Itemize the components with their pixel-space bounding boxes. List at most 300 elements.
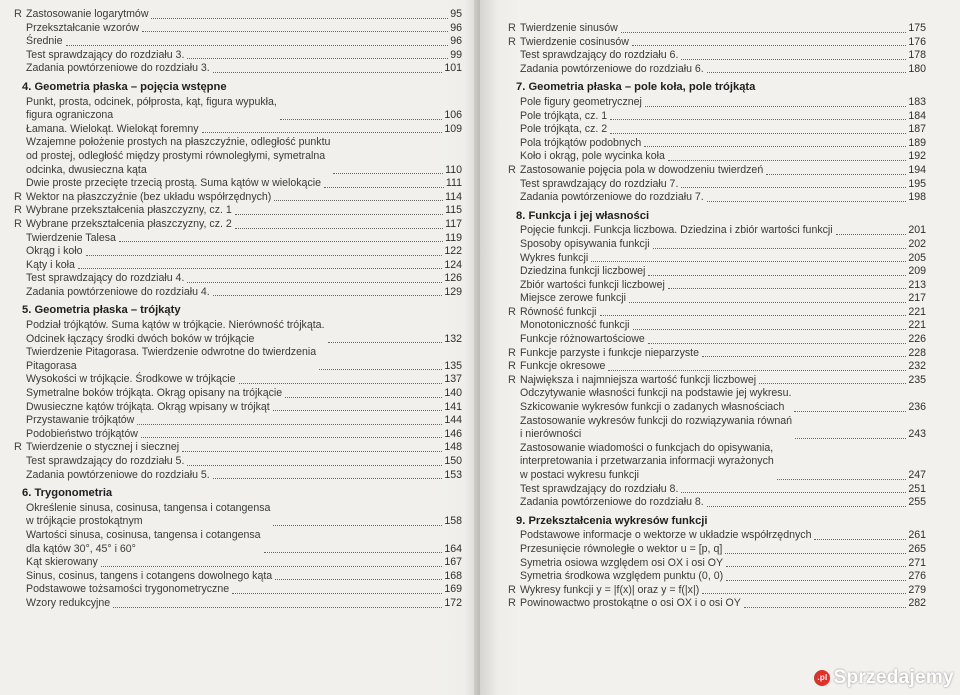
page-number: 101 <box>444 62 462 75</box>
toc-entry <box>508 63 926 77</box>
toc-entry <box>14 286 462 300</box>
toc-entry-title: Zadania powtórzeniowe do rozdziału 8. <box>520 496 704 509</box>
page-number: 221 <box>908 305 926 318</box>
dot-leader <box>707 506 907 507</box>
toc-entry-title: Wzory redukcyjne <box>26 596 111 609</box>
toc-entry-title: Przystawanie trójkątów <box>26 414 135 427</box>
toc-entry <box>508 178 926 192</box>
dot-leader <box>648 275 906 276</box>
toc-entry <box>508 557 926 571</box>
toc-entry <box>508 137 926 151</box>
toc-entry <box>508 584 926 598</box>
toc-entry-title: Przekształcanie wzorów <box>26 21 140 34</box>
toc-entry-title: Zadania powtórzeniowe do rozdziału 7. <box>520 191 704 204</box>
toc-entry <box>14 583 462 597</box>
page-number: 122 <box>444 245 462 258</box>
toc-entry <box>14 8 462 22</box>
toc-entry-title: Sinus, cosinus, tangens i cotangens dowolnego kąta <box>26 569 273 582</box>
page-number: 117 <box>445 217 462 230</box>
extended-level-marker: R <box>14 217 22 230</box>
toc-entry <box>508 347 926 361</box>
toc-entry <box>14 529 462 556</box>
toc-entry-title: Pola trójkątów podobnych <box>520 136 642 149</box>
dot-leader <box>795 438 906 439</box>
page-number: 226 <box>908 333 926 346</box>
page-number: 271 <box>908 556 926 569</box>
toc-entry <box>508 543 926 557</box>
toc-entry <box>14 245 462 259</box>
dot-leader <box>759 383 906 384</box>
toc-entry <box>508 597 926 611</box>
dot-leader <box>101 566 442 567</box>
page-number: 124 <box>444 258 462 271</box>
page-number: 184 <box>908 109 926 122</box>
toc-entry <box>508 319 926 333</box>
dot-leader <box>119 241 443 242</box>
toc-entry <box>14 556 462 570</box>
toc-entry <box>508 442 926 483</box>
toc-entry-title: Test sprawdzający do rozdziału 6. <box>520 49 679 62</box>
dot-leader <box>151 18 448 19</box>
page-number: 205 <box>908 251 926 264</box>
toc-entry <box>508 415 926 442</box>
toc-entry <box>14 232 462 246</box>
page-number: 132 <box>444 332 462 345</box>
toc-entry-title: Wysokości w trójkącie. Środkowe w trójkącie <box>26 373 236 386</box>
page-number: 164 <box>444 542 462 555</box>
toc-entry-title: Zadania powtórzeniowe do rozdziału 5. <box>26 468 210 481</box>
toc-entry-title: Koło i okrąg, pole wycinka koła <box>520 150 665 163</box>
toc-entry <box>14 597 462 611</box>
chapter-title: 5. Geometria płaska – trójkąty <box>22 304 181 317</box>
page-number: 126 <box>444 272 462 285</box>
page-number: 115 <box>445 204 462 217</box>
toc-entry-title: Przesunięcie równoległe o wektor u = [p, q] <box>520 542 723 555</box>
toc-entry-title: Podział trójkątów. Suma kątów w trójkącie. Nierówność trójkąta. Odcinek łączący środki dwóch boków w trójkącie <box>26 319 325 345</box>
page-number: 228 <box>908 346 926 359</box>
dot-leader <box>285 397 442 398</box>
toc-entry <box>508 36 926 50</box>
toc-entry-title: Zadania powtórzeniowe do rozdziału 3. <box>26 62 210 75</box>
toc-entry <box>14 62 462 76</box>
toc-entry <box>14 319 462 346</box>
toc-entry <box>508 360 926 374</box>
toc-entry-title: Pojęcie funkcji. Funkcja liczbowa. Dziedzina i zbiór wartości funkcji <box>520 224 833 237</box>
toc-entry-title: Średnie <box>26 35 63 48</box>
toc-entry-title: Okrąg i koło <box>26 245 83 258</box>
toc-entry <box>508 22 926 36</box>
toc-entry <box>508 529 926 543</box>
dot-leader <box>645 106 906 107</box>
dot-leader <box>726 566 906 567</box>
dot-leader <box>725 553 906 554</box>
page-number: 194 <box>908 163 926 176</box>
toc-entry <box>14 428 462 442</box>
dot-leader <box>182 451 442 452</box>
page-number: 148 <box>444 441 462 454</box>
toc-entry-title: Zastosowanie pojęcia pola w dowodzeniu twierdzeń <box>520 163 764 176</box>
toc-entry <box>14 441 462 455</box>
toc-entry <box>508 252 926 266</box>
toc-entry-title: Symetria osiowa względem osi OX i osi OY <box>520 556 724 569</box>
chapter-title: 9. Przekształcenia wykresów funkcji <box>516 514 708 527</box>
toc-entry <box>508 306 926 320</box>
page-number: 95 <box>450 8 462 20</box>
dot-leader <box>814 539 906 540</box>
dot-leader <box>777 479 907 480</box>
toc-entry <box>508 265 926 279</box>
toc-section <box>14 304 462 482</box>
toc-entry <box>508 279 926 293</box>
toc-entry-title: Równość funkcji <box>520 305 597 318</box>
dot-leader <box>187 58 448 59</box>
extended-level-marker: R <box>508 346 516 359</box>
toc-entry <box>508 238 926 252</box>
dot-leader <box>264 552 443 553</box>
dot-leader <box>275 579 442 580</box>
dot-leader <box>141 437 442 438</box>
page-number: 180 <box>908 62 926 75</box>
toc-entry-title: Określenie sinusa, cosinusa, tangensa i cotangensa w trójkącie prostokątnym <box>26 501 271 528</box>
toc-entry-title: Zadania powtórzeniowe do rozdziału 4. <box>26 285 210 298</box>
dot-leader <box>273 410 443 411</box>
toc-entry <box>14 22 462 36</box>
dot-leader <box>726 580 906 581</box>
toc-entry-title: Monotoniczność funkcji <box>520 319 630 332</box>
toc-entry-title: Kąty i koła <box>26 258 75 271</box>
page-number: 232 <box>908 360 926 373</box>
toc-entry <box>14 218 462 232</box>
dot-leader <box>608 370 906 371</box>
page-number: 276 <box>908 570 926 583</box>
toc-section <box>508 22 926 76</box>
toc-entry <box>14 177 462 191</box>
dot-leader <box>707 72 907 73</box>
toc-entry-title: Zastosowanie wykresów funkcji do rozwiązywania równań i nierówności <box>520 414 793 441</box>
dot-leader <box>235 214 443 215</box>
page-number: 187 <box>908 123 926 136</box>
toc-entry-title: Największa i najmniejsza wartość funkcji liczbowej <box>520 373 757 386</box>
toc-entry-title: Test sprawdzający do rozdziału 8. <box>520 482 679 495</box>
toc-entry <box>508 292 926 306</box>
dot-leader <box>621 32 907 33</box>
toc-section <box>508 210 926 510</box>
toc-entry-title: Wykres funkcji <box>520 251 589 264</box>
dot-leader <box>142 31 448 32</box>
toc-entry-title: Test sprawdzający do rozdziału 5. <box>26 455 185 467</box>
toc-entry-title: Podstawowe tożsamości trygonometryczne <box>26 583 230 596</box>
page-number: 178 <box>908 49 926 62</box>
toc-entry-title: Kąt skierowany <box>26 556 98 569</box>
page-number: 255 <box>908 496 926 509</box>
toc-entry <box>508 150 926 164</box>
dot-leader <box>668 160 906 161</box>
toc-entry-title: Symetralne boków trójkąta. Okrąg opisany na trójkącie <box>26 387 283 400</box>
page-number: 158 <box>444 515 462 528</box>
toc-entry <box>14 272 462 286</box>
page-number: 209 <box>908 265 926 278</box>
toc-section <box>508 515 926 611</box>
dot-leader <box>668 288 906 289</box>
dot-leader <box>610 119 906 120</box>
toc-section <box>14 81 462 300</box>
page-number: 109 <box>444 122 462 135</box>
page-number: 198 <box>908 191 926 204</box>
toc-entry-title: Pole trójkąta, cz. 2 <box>520 123 608 136</box>
dot-leader <box>707 201 907 202</box>
page-number: 202 <box>908 237 926 250</box>
page-number: 195 <box>908 177 926 190</box>
chapter-title: 6. Trygonometria <box>22 487 113 500</box>
toc-entry <box>508 570 926 584</box>
toc-entry-title: Funkcje okresowe <box>520 360 606 373</box>
page-number: 172 <box>444 596 462 609</box>
toc-entry-title: Test sprawdzający do rozdziału 3. <box>26 48 185 61</box>
toc-entry <box>508 110 926 124</box>
dot-leader <box>187 465 442 466</box>
dot-leader <box>319 369 442 370</box>
dot-leader <box>78 268 442 269</box>
extended-level-marker: R <box>14 8 22 20</box>
toc-entry-title: Podstawowe informacje o wektorze w układzie współrzędnych <box>520 529 812 542</box>
page-number: 140 <box>444 387 462 400</box>
extended-level-marker: R <box>508 35 516 48</box>
dot-leader <box>681 492 906 493</box>
extended-level-marker: R <box>14 190 22 203</box>
page-number: 110 <box>445 163 462 176</box>
toc-entry <box>14 35 462 49</box>
page-number: 129 <box>444 285 462 298</box>
dot-leader <box>232 593 442 594</box>
page-number: 251 <box>908 482 926 495</box>
toc-entry-title: Zastosowanie wiadomości o funkcjach do opisywania, interpretowania i przetwarzania informacji wyrażonych w postaci wykresu funkcji <box>520 441 774 481</box>
toc-entry-title: Pole trójkąta, cz. 1 <box>520 109 608 122</box>
toc-entry-title: Test sprawdzający do rozdziału 7. <box>520 177 679 190</box>
toc-section <box>14 487 462 610</box>
toc-entry <box>508 224 926 238</box>
dot-leader <box>273 525 442 526</box>
toc-entry <box>14 123 462 137</box>
page-number: 217 <box>908 292 926 305</box>
page-number: 247 <box>908 469 926 481</box>
page-number: 282 <box>908 597 926 610</box>
extended-level-marker: R <box>508 163 516 176</box>
extended-level-marker: R <box>14 204 22 217</box>
page-number: 135 <box>444 359 462 372</box>
toc-entry <box>508 123 926 137</box>
toc-entry <box>14 49 462 63</box>
toc-entry-title: Funkcje różnowartościowe <box>520 333 645 346</box>
dot-leader <box>213 478 443 479</box>
toc-entry-title: Łamana. Wielokąt. Wielokąt foremny <box>26 122 199 135</box>
page-number: 96 <box>450 35 462 48</box>
page-number: 137 <box>444 373 462 386</box>
chapter-title: 4. Geometria płaska – pojęcia wstępne <box>22 80 227 93</box>
dot-leader <box>235 228 443 229</box>
toc-entry <box>14 136 462 177</box>
toc-entry <box>508 496 926 510</box>
dot-leader <box>794 411 906 412</box>
dot-leader <box>629 302 906 303</box>
page-number: 111 <box>445 177 462 190</box>
toc-entry <box>14 414 462 428</box>
toc-entry-title: Twierdzenie cosinusów <box>520 35 629 48</box>
toc-entry <box>508 191 926 205</box>
extended-level-marker: R <box>508 373 516 386</box>
page-number: 169 <box>444 583 462 596</box>
extended-level-marker: R <box>508 583 516 596</box>
dot-leader <box>633 329 907 330</box>
toc-entry-title: Symetria środkowa względem punktu (0, 0) <box>520 570 724 583</box>
toc-entry-title: Punkt, prosta, odcinek, półprosta, kąt, figura wypukła, figura ograniczona <box>26 95 277 122</box>
toc-entry <box>14 346 462 373</box>
toc-entry <box>508 374 926 388</box>
toc-entry-title: Pole figury geometrycznej <box>520 95 642 108</box>
toc-section <box>508 81 926 204</box>
page-number: 168 <box>444 569 462 582</box>
toc-entry-title: Twierdzenie o stycznej i siecznej <box>26 441 180 454</box>
toc-entry-title: Twierdzenie Talesa <box>26 231 116 244</box>
toc-page-right <box>480 0 960 695</box>
dot-leader <box>137 424 442 425</box>
page-number: 201 <box>908 224 926 237</box>
toc-entry <box>14 96 462 123</box>
chapter-title: 7. Geometria płaska – pole koła, pole trójkąta <box>516 81 756 94</box>
toc-entry-title: Sposoby opisywania funkcji <box>520 237 650 250</box>
page-number: 183 <box>908 95 926 108</box>
dot-leader <box>113 607 442 608</box>
dot-leader <box>836 234 907 235</box>
dot-leader <box>202 132 443 133</box>
watermark-badge: .pl <box>814 670 830 686</box>
toc-entry-title: Wybrane przekształcenia płaszczyzny, cz. 1 <box>26 204 232 217</box>
dot-leader <box>280 119 442 120</box>
toc-entry-title: Twierdzenie Pitagorasa. Twierdzenie odwrotne do twierdzenia Pitagorasa <box>26 346 317 372</box>
page-number: 243 <box>908 428 926 441</box>
toc-entry-title: Zbiór wartości funkcji liczbowej <box>520 278 665 291</box>
page-number: 150 <box>444 455 462 467</box>
dot-leader <box>591 261 906 262</box>
toc-section <box>14 8 462 76</box>
dot-leader <box>766 174 906 175</box>
watermark-text: Sprzedajemy <box>833 667 954 688</box>
page-number: 146 <box>444 427 462 440</box>
toc-entry-title: Dwusieczne kątów trójkąta. Okrąg wpisany w trójkąt <box>26 400 270 413</box>
page-number: 167 <box>444 556 462 569</box>
toc-entry <box>508 333 926 347</box>
page-number: 235 <box>908 373 926 386</box>
toc-entry <box>14 469 462 483</box>
page-number: 265 <box>908 542 926 555</box>
toc-entry <box>14 502 462 529</box>
dot-leader <box>66 45 449 46</box>
toc-entry <box>508 164 926 178</box>
toc-entry-title: Twierdzenie sinusów <box>520 22 618 34</box>
dot-leader <box>681 187 906 188</box>
chapter-title: 8. Funkcja i jej własności <box>516 209 650 222</box>
toc-entry <box>14 204 462 218</box>
toc-entry <box>14 191 462 205</box>
dot-leader <box>648 343 906 344</box>
dot-leader <box>86 255 443 256</box>
toc-entry <box>14 259 462 273</box>
page-number: 99 <box>450 48 462 61</box>
extended-level-marker: R <box>14 441 22 454</box>
dot-leader <box>333 173 443 174</box>
dot-leader <box>632 45 906 46</box>
toc-entry-title: Test sprawdzający do rozdziału 4. <box>26 272 185 285</box>
toc-entry-title: Wzajemne położenie prostych na płaszczyźnie, odległość punktu od prostej, odległość między prostymi równoległymi, symetralna odcinka, dwusieczna kąta <box>26 136 331 176</box>
watermark-logo <box>814 667 954 689</box>
toc-entry <box>14 570 462 584</box>
dot-leader <box>213 295 443 296</box>
dot-leader <box>600 315 907 316</box>
page-number: 114 <box>445 190 462 203</box>
page-number: 106 <box>444 109 462 122</box>
page-number: 96 <box>450 21 462 34</box>
toc-entry-title: Podobieństwo trójkątów <box>26 427 138 440</box>
dot-leader <box>324 187 444 188</box>
page-number: 144 <box>444 414 462 427</box>
dot-leader <box>744 607 907 608</box>
dot-leader <box>213 72 443 73</box>
page-number: 279 <box>908 583 926 596</box>
page-number: 221 <box>908 319 926 332</box>
dot-leader <box>681 59 906 60</box>
page-number: 213 <box>908 278 926 291</box>
page-number: 175 <box>908 22 926 34</box>
toc-entry-title: Powinowactwo prostokątne o osi OX i o osi OY <box>520 597 741 610</box>
extended-level-marker: R <box>508 22 516 34</box>
toc-entry-title: Dziedzina funkcji liczbowej <box>520 265 646 278</box>
toc-entry-title: Odczytywanie własności funkcji na podstawie jej wykresu. Szkicowanie wykresów funkcji o zadanych własnościach <box>520 387 792 414</box>
page-number: 189 <box>908 136 926 149</box>
dot-leader <box>274 200 443 201</box>
toc-entry-title: Zastosowanie logarytmów <box>26 8 149 20</box>
toc-entry <box>508 96 926 110</box>
page-number: 141 <box>444 400 462 413</box>
toc-entry <box>14 387 462 401</box>
toc-entry <box>508 387 926 414</box>
toc-entry-title: Zadania powtórzeniowe do rozdziału 6. <box>520 62 704 75</box>
toc-entry-title: Miejsce zerowe funkcji <box>520 292 626 305</box>
toc-entry-title: Dwie proste przecięte trzecią prostą. Suma kątów w wielokącie <box>26 177 321 190</box>
toc-entry-title: Wektor na płaszczyźnie (bez układu współrzędnych) <box>26 190 272 203</box>
dot-leader <box>702 593 906 594</box>
extended-level-marker: R <box>508 597 516 610</box>
page-number: 119 <box>445 231 462 244</box>
toc-entry-title: Wartości sinusa, cosinusa, tangensa i cotangensa dla kątów 30°, 45° i 60° <box>26 528 261 555</box>
toc-entry-title: Wybrane przekształcenia płaszczyzny, cz. 2 <box>26 217 232 230</box>
dot-leader <box>610 133 906 134</box>
toc-entry <box>508 49 926 63</box>
toc-entry <box>508 483 926 497</box>
page-number: 261 <box>908 529 926 542</box>
dot-leader <box>187 282 442 283</box>
page-number: 192 <box>908 150 926 163</box>
dot-leader <box>653 248 907 249</box>
extended-level-marker: R <box>508 360 516 373</box>
dot-leader <box>239 383 443 384</box>
page-number: 176 <box>908 35 926 48</box>
dot-leader <box>702 356 906 357</box>
toc-entry <box>14 373 462 387</box>
extended-level-marker: R <box>508 305 516 318</box>
toc-entry-title: Wykresy funkcji y = |f(x)| oraz y = f(|x|) <box>520 583 700 596</box>
toc-entry <box>14 401 462 415</box>
toc-entry-title: Funkcje parzyste i funkcje nieparzyste <box>520 346 699 359</box>
toc-entry <box>14 455 462 469</box>
